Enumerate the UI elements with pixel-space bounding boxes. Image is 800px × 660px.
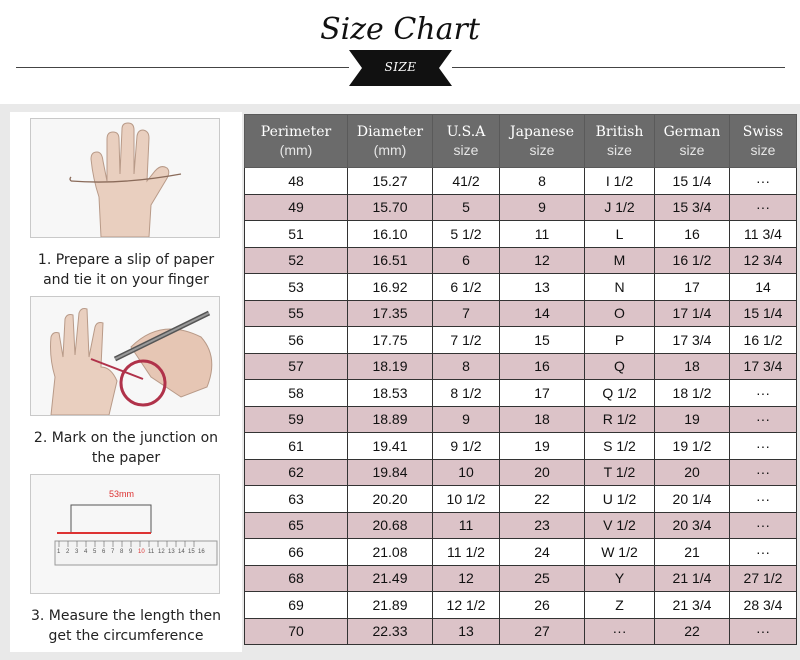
table-row — [245, 486, 797, 513]
table-row — [245, 565, 797, 592]
table-row — [245, 433, 797, 460]
column-header: Japanese size — [500, 115, 585, 168]
table-row — [245, 274, 797, 301]
step1-line1: 1. Prepare a slip of paper — [37, 252, 215, 268]
ruler-measure-label: 53mm — [109, 489, 135, 499]
table-cell: 17.35 — [348, 300, 433, 327]
table-row — [245, 512, 797, 539]
step3-text — [10, 606, 242, 646]
table-cell: 20 — [500, 459, 585, 486]
table-cell: 52 — [245, 247, 348, 274]
table-cell: 14 — [500, 300, 585, 327]
ruler-number: 13 — [168, 549, 175, 555]
table-row — [245, 327, 797, 354]
step1-text — [10, 250, 242, 290]
table-cell: W 1/2 — [585, 539, 655, 566]
table-cell: 16 1/2 — [730, 327, 797, 354]
table-row — [245, 406, 797, 433]
table-cell: 6 1/2 — [433, 274, 500, 301]
header-rule-right — [452, 67, 785, 68]
table-cell: 56 — [245, 327, 348, 354]
ruler-number: 1 — [57, 549, 61, 555]
table-cell: 12 — [500, 247, 585, 274]
table-cell: N — [585, 274, 655, 301]
table-cell: 21 1/4 — [655, 565, 730, 592]
table-cell: 19 1/2 — [655, 433, 730, 460]
table-cell: 13 — [433, 618, 500, 645]
header-rule-left — [16, 67, 349, 68]
step3-illustration — [30, 474, 220, 594]
table-cell: 5 1/2 — [433, 221, 500, 248]
step1-illustration — [30, 118, 220, 238]
ruler-number: 2 — [66, 549, 70, 555]
table-cell: 21.89 — [348, 592, 433, 619]
table-row — [245, 380, 797, 407]
table-cell: 18 — [655, 353, 730, 380]
table-cell: 12 — [433, 565, 500, 592]
table-cell: 63 — [245, 486, 348, 513]
table-cell: 51 — [245, 221, 348, 248]
ruler-number: 4 — [84, 549, 88, 555]
table-cell: 22.33 — [348, 618, 433, 645]
table-row — [245, 618, 797, 645]
table-cell: 28 3/4 — [730, 592, 797, 619]
table-cell: 66 — [245, 539, 348, 566]
ruler-number: 14 — [178, 549, 185, 555]
table-row — [245, 300, 797, 327]
step2-illustration — [30, 296, 220, 416]
table-cell: Q — [585, 353, 655, 380]
table-cell: 21 — [655, 539, 730, 566]
table-cell: S 1/2 — [585, 433, 655, 460]
table-cell: 16.51 — [348, 247, 433, 274]
table-row — [245, 194, 797, 221]
table-row — [245, 539, 797, 566]
table-cell: ··· — [730, 433, 797, 460]
table-cell: 70 — [245, 618, 348, 645]
table-cell: 8 1/2 — [433, 380, 500, 407]
table-cell: 17 3/4 — [655, 327, 730, 354]
table-cell: 19 — [500, 433, 585, 460]
table-cell: 21.49 — [348, 565, 433, 592]
table-cell: 22 — [655, 618, 730, 645]
table-cell: V 1/2 — [585, 512, 655, 539]
table-cell: 8 — [500, 168, 585, 195]
step1-line2: and tie it on your finger — [43, 272, 209, 288]
table-row — [245, 168, 797, 195]
table-row — [245, 353, 797, 380]
table-cell: 57 — [245, 353, 348, 380]
table-row — [245, 459, 797, 486]
table-cell: Q 1/2 — [585, 380, 655, 407]
table-cell: P — [585, 327, 655, 354]
step2-line2: the paper — [91, 450, 161, 466]
step2-text — [10, 428, 242, 468]
table-cell: 20.68 — [348, 512, 433, 539]
table-cell: 18 — [500, 406, 585, 433]
ruler-number: 10 — [138, 549, 145, 555]
table-cell: 59 — [245, 406, 348, 433]
table-cell: 18.19 — [348, 353, 433, 380]
ruler-number: 11 — [148, 549, 155, 555]
column-header: Perimeter (mm) — [245, 115, 348, 168]
table-cell: 26 — [500, 592, 585, 619]
table-cell: 17.75 — [348, 327, 433, 354]
table-cell: 16 — [500, 353, 585, 380]
column-header: British size — [585, 115, 655, 168]
table-cell: 20 3/4 — [655, 512, 730, 539]
table-cell: I 1/2 — [585, 168, 655, 195]
table-cell: 18.89 — [348, 406, 433, 433]
table-cell: 19 — [655, 406, 730, 433]
table-cell: 17 — [655, 274, 730, 301]
table-cell: ··· — [730, 512, 797, 539]
table-cell: ··· — [730, 380, 797, 407]
table-cell: 15 — [500, 327, 585, 354]
table-cell: 58 — [245, 380, 348, 407]
table-cell: 22 — [500, 486, 585, 513]
table-cell: Y — [585, 565, 655, 592]
table-cell: 10 1/2 — [433, 486, 500, 513]
ruler-number: 7 — [111, 549, 115, 555]
table-row — [245, 221, 797, 248]
size-panel — [0, 104, 800, 660]
table-row — [245, 247, 797, 274]
ruler-number: 12 — [158, 549, 165, 555]
table-cell: 25 — [500, 565, 585, 592]
column-header: German size — [655, 115, 730, 168]
table-cell: ··· — [730, 194, 797, 221]
table-cell: 9 1/2 — [433, 433, 500, 460]
table-cell: O — [585, 300, 655, 327]
ruler-number: 6 — [102, 549, 106, 555]
table-cell: 12 3/4 — [730, 247, 797, 274]
table-cell: 6 — [433, 247, 500, 274]
table-cell: 41/2 — [433, 168, 500, 195]
table-cell: 18.53 — [348, 380, 433, 407]
table-cell: 7 — [433, 300, 500, 327]
table-cell: ··· — [730, 486, 797, 513]
table-cell: ··· — [730, 618, 797, 645]
table-cell: 15 3/4 — [655, 194, 730, 221]
table-cell: ··· — [730, 539, 797, 566]
table-cell: 12 1/2 — [433, 592, 500, 619]
table-cell: 10 — [433, 459, 500, 486]
table-cell: 20 — [655, 459, 730, 486]
table-cell: 15.27 — [348, 168, 433, 195]
table-cell: T 1/2 — [585, 459, 655, 486]
ruler-number: 3 — [75, 549, 79, 555]
table-cell: 20 1/4 — [655, 486, 730, 513]
table-cell: 53 — [245, 274, 348, 301]
ruler-number: 5 — [93, 549, 97, 555]
size-conversion-table — [244, 114, 797, 645]
table-cell: 9 — [433, 406, 500, 433]
table-cell: 68 — [245, 565, 348, 592]
step3-line2: get the circumference — [48, 628, 204, 644]
table-cell: 13 — [500, 274, 585, 301]
table-cell: 16.92 — [348, 274, 433, 301]
table-cell: 61 — [245, 433, 348, 460]
table-cell: 19.84 — [348, 459, 433, 486]
table-cell: 27 — [500, 618, 585, 645]
table-cell: 11 1/2 — [433, 539, 500, 566]
table-cell: 55 — [245, 300, 348, 327]
table-cell: ··· — [730, 406, 797, 433]
table-cell: 11 — [500, 221, 585, 248]
table-cell: 15.70 — [348, 194, 433, 221]
table-cell: Z — [585, 592, 655, 619]
table-cell: 14 — [730, 274, 797, 301]
table-cell: 16.10 — [348, 221, 433, 248]
table-cell: 19.41 — [348, 433, 433, 460]
table-cell: 23 — [500, 512, 585, 539]
hand-marking-pen-icon — [31, 297, 219, 415]
table-cell: 16 — [655, 221, 730, 248]
table-cell: J 1/2 — [585, 194, 655, 221]
table-cell: 7 1/2 — [433, 327, 500, 354]
page-title: Size Chart — [320, 12, 480, 47]
table-row — [245, 592, 797, 619]
table-cell: 18 1/2 — [655, 380, 730, 407]
hand-with-paper-icon — [31, 119, 219, 237]
table-cell: 27 1/2 — [730, 565, 797, 592]
size-badge — [349, 50, 452, 86]
ruler-number: 9 — [129, 549, 133, 555]
step2-line1: 2. Mark on the junction on — [33, 430, 219, 446]
table-cell: ··· — [730, 459, 797, 486]
table-cell: 69 — [245, 592, 348, 619]
step3-line1: 3. Measure the length then — [30, 608, 222, 624]
table-cell: ··· — [730, 168, 797, 195]
column-header: Diameter (mm) — [348, 115, 433, 168]
table-cell: 11 — [433, 512, 500, 539]
table-cell: 24 — [500, 539, 585, 566]
table-cell: M — [585, 247, 655, 274]
column-header: U.S.A size — [433, 115, 500, 168]
table-cell: 16 1/2 — [655, 247, 730, 274]
ruler-number: 8 — [120, 549, 124, 555]
table-cell: 8 — [433, 353, 500, 380]
ruler-icon — [31, 475, 219, 593]
table-cell: 5 — [433, 194, 500, 221]
table-cell: 17 1/4 — [655, 300, 730, 327]
table-cell: 62 — [245, 459, 348, 486]
table-body — [245, 168, 797, 645]
table-cell: L — [585, 221, 655, 248]
table-cell: 21 3/4 — [655, 592, 730, 619]
table-cell: 15 1/4 — [730, 300, 797, 327]
table-cell: 49 — [245, 194, 348, 221]
badge-label: SIZE — [384, 60, 417, 74]
table-cell: 17 — [500, 380, 585, 407]
table-cell: ··· — [585, 618, 655, 645]
column-header: Swiss size — [730, 115, 797, 168]
ruler-number: 15 — [188, 549, 195, 555]
ruler-number: 16 — [198, 549, 205, 555]
table-cell: 48 — [245, 168, 348, 195]
table-cell: 17 3/4 — [730, 353, 797, 380]
table-cell: 15 1/4 — [655, 168, 730, 195]
instructions-column — [10, 112, 242, 652]
table-cell: 65 — [245, 512, 348, 539]
table-cell: 11 3/4 — [730, 221, 797, 248]
table-cell: 20.20 — [348, 486, 433, 513]
ruler-numbers — [57, 549, 217, 555]
table-cell: R 1/2 — [585, 406, 655, 433]
table-cell: 9 — [500, 194, 585, 221]
table-cell: U 1/2 — [585, 486, 655, 513]
table-cell: 21.08 — [348, 539, 433, 566]
table-header-row — [245, 115, 797, 168]
